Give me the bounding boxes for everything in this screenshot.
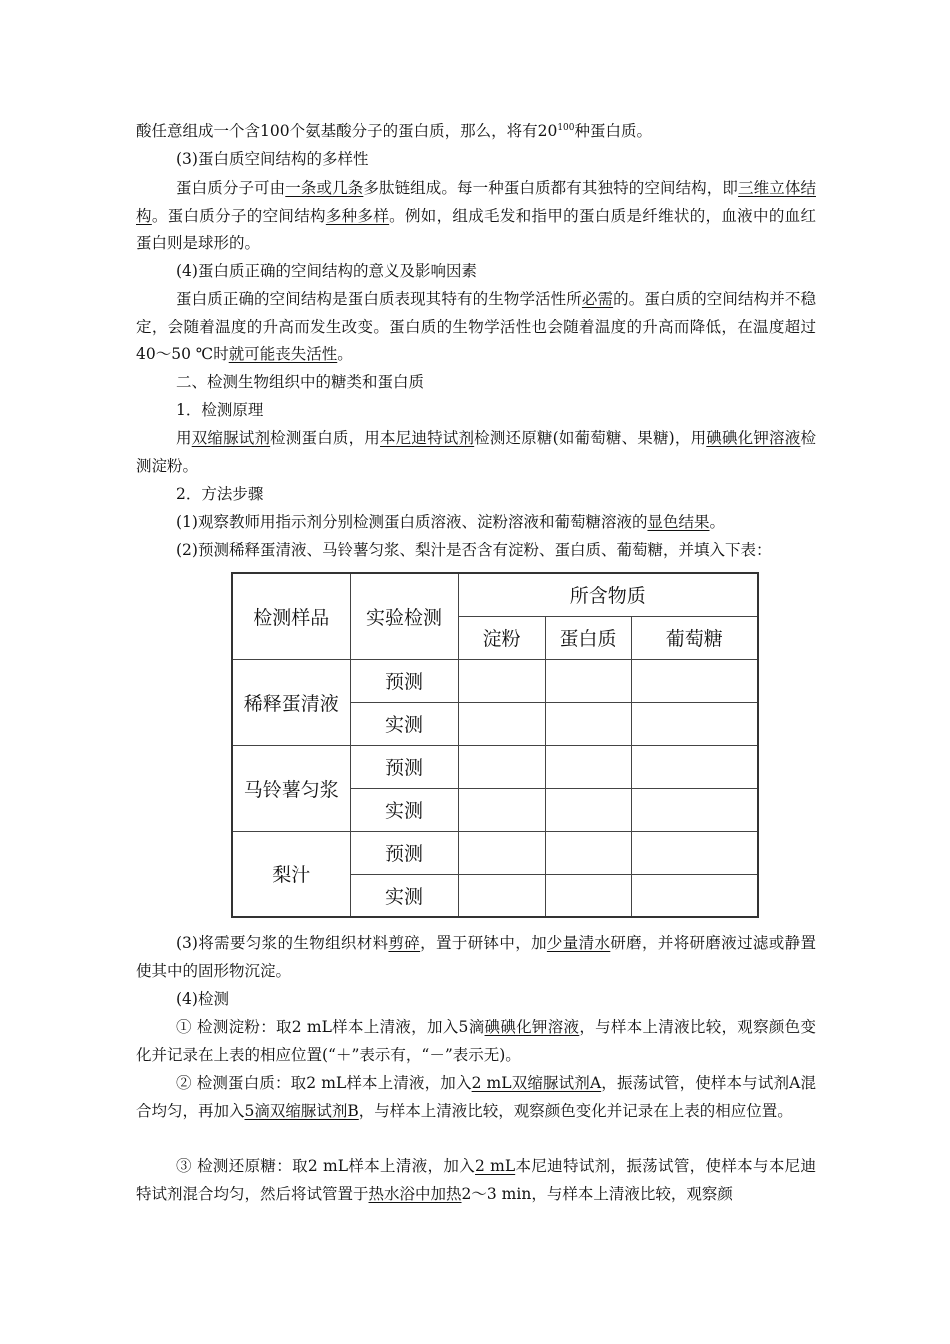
row-predict: 预测: [350, 831, 458, 874]
section-heading-2: 二、检测生物组织中的糖类和蛋白质: [176, 373, 425, 391]
heading-3: (3)蛋白质空间结构的多样性: [176, 150, 369, 168]
subheading-method: 2．方法步骤: [176, 485, 264, 503]
step-4: (4)检测: [176, 990, 229, 1008]
table-cell: [545, 745, 631, 788]
paragraph-structure-significance: 蛋白质正确的空间结构是蛋白质表现其特有的生物学活性所必需的。蛋白质的空间结构并不稳定，会随着温度的升高而发生改变。蛋白质的生物学活性也会随着温度的升高而降低，在温度超过40～50 ℃时就可能丧失活性。: [136, 290, 816, 363]
step-3: (3)将需要匀浆的生物组织材料剪碎，置于研钵中，加少量清水研磨，并将研磨液过滤或静置使其中的固形物沉淀。: [136, 934, 816, 980]
table-cell: [458, 788, 545, 831]
header-glucose: 葡萄糖: [631, 616, 758, 659]
table-cell: [545, 659, 631, 702]
table-cell: [545, 831, 631, 874]
table-cell: [545, 788, 631, 831]
table-cell: [545, 702, 631, 745]
subheading-principle: 1．检测原理: [176, 401, 264, 419]
table-cell: [458, 702, 545, 745]
table-cell: [631, 874, 758, 917]
table-cell: [458, 745, 545, 788]
step-1: (1)观察教师用指示剂分别检测蛋白质溶液、淀粉溶液和葡萄糖溶液的显色结果。: [176, 513, 725, 531]
table-cell: [631, 702, 758, 745]
row-predict: 预测: [350, 659, 458, 702]
paragraph-principle: 用双缩脲试剂检测蛋白质，用本尼迪特试剂检测还原糖(如葡萄糖、果糖)，用碘碘化钾溶液检测淀粉。: [136, 429, 816, 475]
sample-pear-juice: 梨汁: [232, 831, 350, 917]
table-cell: [631, 745, 758, 788]
detection-table: [231, 572, 759, 918]
table-cell: [545, 874, 631, 917]
check-protein: ② 检测蛋白质：取2 mL样本上清液，加入2 mL双缩脲试剂A，振荡试管，使样本与试剂A混合均匀，再加入5滴双缩脲试剂B，与样本上清液比较，观察颜色变化并记录在上表的相应位置。: [136, 1074, 816, 1120]
check-starch: ① 检测淀粉：取2 mL样本上清液，加入5滴碘碘化钾溶液，与样本上清液比较，观察颜色变化并记录在上表的相应位置(“＋”表示有，“－”表示无)。: [136, 1018, 816, 1064]
paragraph-structure-diversity: 蛋白质分子可由一条或几条多肽链组成。每一种蛋白质都有其独特的空间结构，即三维立体结构。蛋白质分子的空间结构多种多样。例如，组成毛发和指甲的蛋白质是纤维状的，血液中的血红蛋白则是球形的。: [136, 179, 816, 252]
table-cell: [458, 874, 545, 917]
step-2: (2)预测稀释蛋清液、马铃薯匀浆、梨汁是否含有淀粉、蛋白质、葡萄糖，并填入下表：: [176, 541, 772, 559]
check-reducing-sugar: ③ 检测还原糖：取2 mL样本上清液，加入2 mL本尼迪特试剂，振荡试管，使样本与本尼迪特试剂混合均匀，然后将试管置于热水浴中加热2～3 min，与样本上清液比较，观察颜: [136, 1157, 816, 1203]
paragraph-combinations: 酸任意组成一个含100个氨基酸分子的蛋白质，那么，将有$20^{100}$种蛋白质。: [136, 122, 653, 140]
header-starch: 淀粉: [458, 616, 545, 659]
sample-egg-white: 稀释蛋清液: [232, 659, 350, 745]
exponent: 100: [557, 123, 575, 133]
table-cell: [458, 659, 545, 702]
row-actual: 实测: [350, 788, 458, 831]
row-actual: 实测: [350, 874, 458, 917]
heading-4: (4)蛋白质正确的空间结构的意义及影响因素: [176, 262, 477, 280]
table-cell: [631, 831, 758, 874]
table-cell: [631, 659, 758, 702]
sample-potato: 马铃薯匀浆: [232, 745, 350, 831]
table-cell: [458, 831, 545, 874]
row-actual: 实测: [350, 702, 458, 745]
table-cell: [631, 788, 758, 831]
header-protein: 蛋白质: [545, 616, 631, 659]
header-contains: 所含物质: [458, 573, 758, 616]
row-predict: 预测: [350, 745, 458, 788]
header-sample: 检测样品: [232, 573, 350, 659]
header-test: 实验检测: [350, 573, 458, 659]
